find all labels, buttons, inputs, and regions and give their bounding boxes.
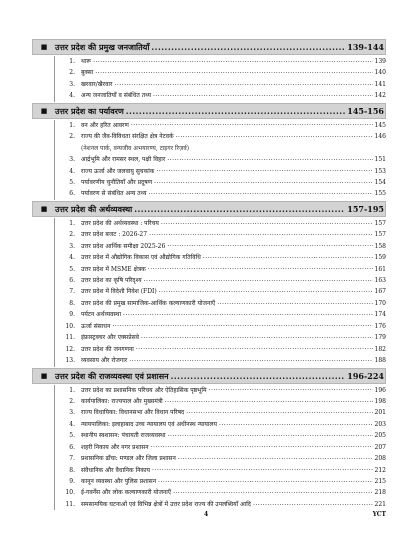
entry-number: 13. — [65, 357, 75, 365]
entry-title: आर्द्रभूमि और रामसर स्थल, पक्षी विहार — [81, 156, 166, 164]
entry-page: 208 — [374, 455, 386, 463]
square-bullet-icon: ■ — [40, 42, 48, 51]
dot-leader — [171, 369, 346, 383]
entry-number: 11. — [65, 334, 75, 342]
entry-title: उत्तर प्रदेश आर्थिक समीक्षा 2025-26 — [81, 242, 166, 250]
entry-title: समसामयिक घटनाओं एवं विभिन्न क्षेत्रों में उत्तर प्रदेश राज्य की उपलब्धियाँ आदि — [81, 500, 251, 508]
entry-number: 6. — [69, 190, 75, 198]
entry-number: 11. — [65, 500, 75, 508]
section-title: उत्तर प्रदेश का पर्यावरण — [55, 105, 124, 116]
entry-title: ऊर्जा संसाधन — [81, 322, 111, 330]
entry-title: राज्य ऊर्जा और जलवायु सुचकांक — [81, 167, 155, 175]
entry-page: 141 — [374, 80, 386, 88]
section-items — [54, 385, 386, 511]
section-page-range: 157-195 — [347, 203, 384, 214]
entry-number: 2. — [69, 69, 75, 77]
entry-title: उत्तर प्रदेश बजट : 2026-27 — [81, 231, 148, 239]
entry-page: 167 — [374, 288, 386, 296]
entry-number: 3. — [69, 242, 75, 250]
entry-number: 5. — [69, 178, 75, 186]
dot-leader — [151, 40, 345, 54]
entry-title: इंफ्रास्ट्रक्चर और एक्सप्रेसवे — [81, 334, 140, 342]
entry-number: 4. — [69, 420, 75, 428]
entry-page: 179 — [374, 334, 386, 342]
section-heading — [32, 39, 386, 55]
entry-title: कानून व्यवस्था और पुलिस प्रशासन — [81, 478, 157, 485]
entry-number: 8. — [69, 466, 75, 474]
publisher-brand: YCT — [372, 511, 386, 518]
entry-number: 1. — [69, 386, 75, 394]
table-of-contents — [32, 38, 386, 510]
entry-page: 198 — [374, 397, 386, 405]
square-bullet-icon: ■ — [40, 370, 48, 380]
entry-number: 8. — [69, 299, 75, 307]
entry-page: 153 — [374, 167, 386, 175]
entry-page: 157 — [374, 219, 386, 227]
entry-title: पर्यटन अर्थव्यवस्था — [81, 311, 122, 319]
entry-title: (नेशनल पार्क, वन्यजीव अभयारण्य, टाइगर रिज़र्व) — [81, 144, 190, 152]
dot-leader — [153, 89, 373, 103]
toc-entry[interactable] — [55, 90, 386, 101]
entry-title: उत्तर प्रदेश में विदेशी निवेश (FDI) — [81, 288, 157, 296]
section-heading — [32, 103, 386, 119]
entry-page: 201 — [374, 409, 386, 417]
entry-title: राज्य की जैव-विविधता संरक्षित क्षेत्र नेटवर्क — [81, 133, 174, 141]
entry-title: ई-गवर्नेंस और लोक कल्याणकारी योजनाएँ — [81, 489, 172, 497]
entry-page: 174 — [374, 311, 386, 319]
entry-number: 3. — [69, 80, 75, 88]
entry-number: 12. — [65, 345, 75, 353]
page-number: 4 — [204, 511, 209, 518]
entry-number: 5. — [69, 265, 75, 273]
entry-page: 196 — [374, 386, 386, 394]
entry-number: 7. — [69, 455, 75, 463]
dot-leader — [148, 187, 372, 201]
entry-title: पर्यावरण से संबंधित अन्य तथ्य — [81, 190, 147, 198]
entry-page: 155 — [374, 190, 386, 198]
entry-title: खरवार/खैरवार — [81, 80, 113, 88]
entry-page: 170 — [374, 299, 386, 307]
entry-number: 10. — [65, 322, 75, 330]
entry-number: 6. — [69, 277, 75, 284]
entry-number: 1. — [69, 121, 75, 129]
entry-page: 215 — [374, 478, 386, 485]
entry-number: 4. — [69, 92, 75, 100]
entry-number: 3. — [69, 156, 75, 164]
entry-number: 2. — [69, 133, 75, 141]
entry-title: उत्तर प्रदेश का कृषि परिदृश्य — [81, 277, 142, 284]
entry-number: 9. — [69, 478, 75, 485]
entry-number: 10. — [65, 489, 75, 497]
toc-entry[interactable] — [55, 355, 386, 366]
entry-number: 2. — [69, 231, 75, 239]
section-page-range: 196-224 — [347, 370, 384, 381]
entry-title: संवैधानिक और वैधानिक निकाय — [81, 466, 151, 474]
section-page-range: 145-156 — [347, 105, 384, 116]
square-bullet-icon: ■ — [40, 203, 48, 213]
entry-title: राज्य विधायिका: विधानसभा और विधान परिषद — [81, 409, 185, 417]
entry-title: स्थानीय स्वशासन: पंचायती राजव्यवस्था — [81, 432, 166, 440]
entry-title: कार्यपालिका: राज्यपाल और मुख्यमंत्री — [81, 397, 163, 405]
section-items — [54, 218, 386, 367]
entry-page: 146 — [374, 133, 386, 141]
entry-title: उत्तर प्रदेश की अर्थव्यवस्था : परिचय — [81, 219, 159, 227]
entry-number: 7. — [69, 288, 75, 296]
entry-page: 212 — [374, 466, 386, 474]
dot-leader — [134, 202, 345, 216]
entry-number: 2. — [69, 397, 75, 405]
entry-page: 205 — [374, 432, 386, 440]
entry-page: 161 — [374, 265, 386, 273]
entry-page: 218 — [374, 489, 386, 497]
entry-page: 139 — [374, 58, 386, 65]
entry-page: 159 — [374, 254, 386, 262]
entry-title: पर्यावरणीय चुनौतियाँ और प्रदूषण — [81, 178, 153, 186]
entry-page: 188 — [374, 357, 386, 365]
entry-page: 157 — [374, 231, 386, 239]
entry-page: 154 — [374, 178, 386, 186]
entry-page: 176 — [374, 322, 386, 330]
entry-page: 158 — [374, 242, 386, 250]
entry-title: वन और हरित आवरण — [81, 121, 129, 129]
entry-number: 4. — [69, 254, 75, 262]
entry-title: शहरी निकाय और नगर प्रशासन — [81, 443, 149, 451]
entry-title: प्रशासनिक ढाँचा: मण्डल और जिला प्रशासन — [81, 455, 176, 463]
dot-leader — [126, 104, 346, 118]
entry-title: उत्तर प्रदेश की जनगणना — [81, 345, 134, 353]
entry-page: 221 — [374, 500, 386, 508]
entry-number: 6. — [69, 443, 75, 451]
dot-leader — [253, 498, 373, 512]
entry-title: व्यवसाय और रोजगार — [81, 357, 128, 365]
entry-title: उत्तर प्रदेश में औद्योगिक विकास एवं औद्योगिक गतिविधि — [81, 254, 201, 262]
entry-number: 1. — [69, 219, 75, 227]
section-items — [54, 120, 386, 200]
square-bullet-icon: ■ — [40, 105, 48, 115]
entry-title: न्यायपालिका: इलाहाबाद उच्च न्यायालय एवं अधीनस्थ न्यायालय — [81, 420, 217, 428]
section-title: उत्तर प्रदेश की प्रमुख जनजातियाँ — [55, 42, 150, 52]
section-title: उत्तर प्रदेश की राजव्यवस्था एवं प्रशासन — [55, 370, 169, 381]
entry-number: 9. — [69, 311, 75, 319]
dot-leader — [129, 354, 372, 368]
section-title: उत्तर प्रदेश की अर्थव्यवस्था — [55, 203, 133, 214]
entry-page: 151 — [374, 156, 386, 164]
section-heading — [32, 201, 386, 217]
entry-number: 4. — [69, 167, 75, 175]
entry-title: बुक्सा — [81, 69, 94, 77]
entry-number: 5. — [69, 432, 75, 440]
entry-title: उत्तर प्रदेश की प्रमुख सामाजिक-आर्थिक कल्याणकारी योजनाएँ — [81, 299, 216, 307]
section-items — [54, 56, 386, 102]
entry-title: थारू — [81, 58, 92, 65]
entry-title: अन्य जनजातियाँ व संबंधित तथ्य — [81, 92, 151, 100]
entry-number: 3. — [69, 409, 75, 417]
entry-page: 163 — [374, 277, 386, 284]
toc-entry[interactable] — [55, 188, 386, 199]
entry-title: उत्तर प्रदेश का प्रशासनिक परिचय और ऐतिहासिक पृष्ठभूमि — [81, 386, 207, 394]
entry-number: 1. — [69, 58, 75, 65]
entry-page: 207 — [374, 443, 386, 451]
entry-page: 142 — [374, 92, 386, 100]
toc-entry[interactable] — [55, 499, 386, 510]
section-heading — [32, 368, 386, 384]
entry-page: 145 — [374, 121, 386, 129]
section-page-range: 139-144 — [347, 42, 384, 52]
entry-title: उत्तर प्रदेश में MSME क्षेत्रक — [81, 265, 146, 273]
entry-page: 182 — [374, 345, 386, 353]
entry-page: 140 — [374, 69, 386, 77]
entry-page: 203 — [374, 420, 386, 428]
